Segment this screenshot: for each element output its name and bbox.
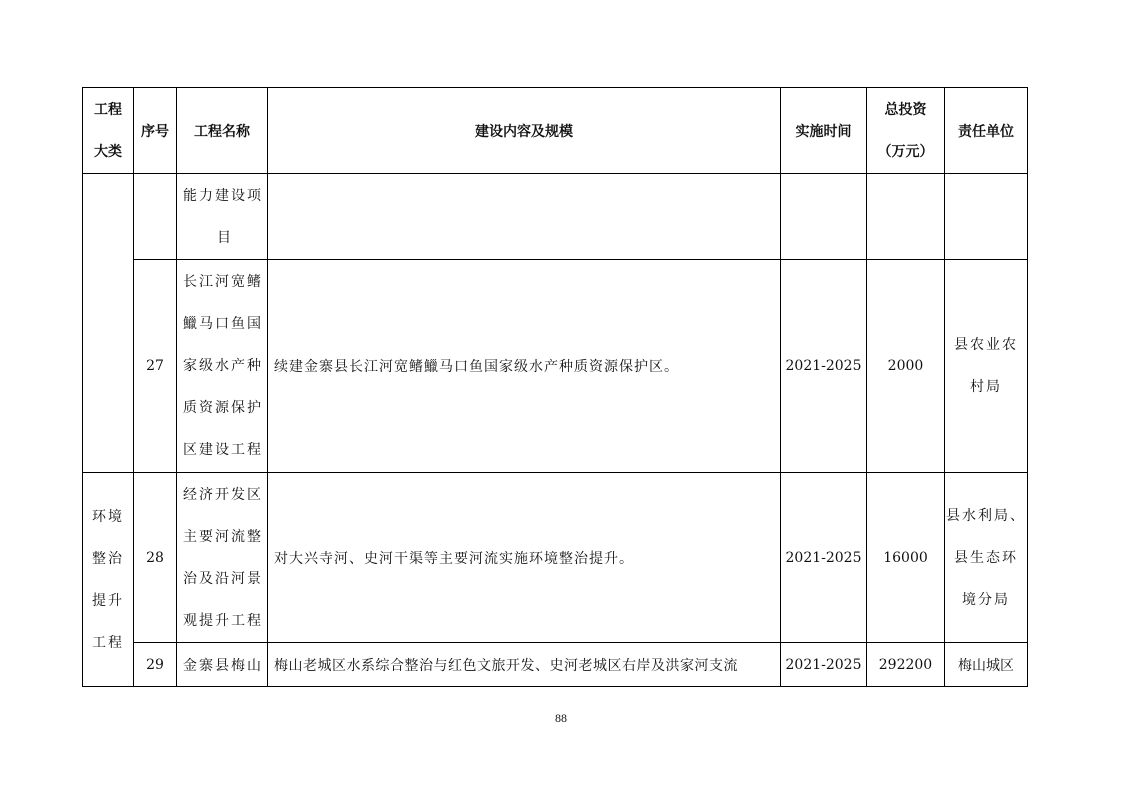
period-cell [781, 174, 867, 260]
header-investment [867, 88, 945, 174]
project-table [82, 87, 1028, 687]
name-cell [177, 473, 268, 643]
unit-line: 县农业农 [954, 337, 1018, 353]
category-line: 提升 [92, 592, 124, 609]
header-content: 建设内容及规模 [268, 88, 781, 174]
content-cell: 梅山老城区水系综合整治与红色文旅开发、史河老城区右岸及洪家河支流 [268, 643, 781, 687]
name-line: 家级水产种 [183, 358, 263, 374]
name-line: 质资源保护 [183, 400, 263, 416]
investment-cell: 292200 [867, 643, 945, 687]
name-line: 区建设工程 [183, 442, 263, 458]
category-cell-empty [83, 174, 134, 473]
period-cell: 2021-2025 [781, 473, 867, 643]
seq-cell: 27 [134, 260, 177, 473]
unit-cell [945, 260, 1028, 473]
unit-line: 县生态环 [954, 549, 1018, 566]
category-cell [83, 473, 134, 687]
unit-cell [945, 174, 1028, 260]
name-line: 经济开发区 [183, 486, 263, 503]
header-category [83, 88, 134, 174]
page-number: 88 [555, 711, 567, 725]
category-line: 环境 [92, 508, 124, 525]
content-cell: 续建金寨县长江河宽鳍鱲马口鱼国家级水产种质资源保护区。 [268, 260, 781, 473]
name-line: 观提升工程 [183, 612, 263, 629]
header-category-line2: 大类 [94, 143, 122, 160]
unit-cell [945, 473, 1028, 643]
name-line: 治及沿河景 [183, 570, 263, 587]
table-row [83, 643, 1028, 687]
seq-cell: 29 [134, 643, 177, 687]
table-row [83, 473, 1028, 643]
name-line: 长江河宽鳍 [183, 274, 263, 290]
investment-cell: 16000 [867, 473, 945, 643]
name-line: 鱲马口鱼国 [183, 316, 263, 332]
header-name: 工程名称 [177, 88, 268, 174]
header-unit: 责任单位 [945, 88, 1028, 174]
investment-cell [867, 174, 945, 260]
unit-line: 县水利局、 [946, 507, 1026, 524]
name-line: 主要河流整 [183, 528, 263, 545]
unit-line: 境分局 [962, 591, 1010, 608]
seq-cell: 28 [134, 473, 177, 643]
header-category-line1: 工程 [94, 101, 122, 118]
category-line: 工程 [92, 634, 124, 651]
unit-cell: 梅山城区 [945, 643, 1028, 687]
table-row [83, 260, 1028, 473]
period-cell: 2021-2025 [781, 643, 867, 687]
category-line: 整治 [92, 550, 124, 567]
header-seq: 序号 [134, 88, 177, 174]
seq-cell [134, 174, 177, 260]
header-period: 实施时间 [781, 88, 867, 174]
name-line: 目 [217, 229, 233, 246]
name-line: 能力建设项 [183, 187, 263, 204]
investment-cell: 2000 [867, 260, 945, 473]
table-row [83, 174, 1028, 260]
unit-line: 村局 [970, 379, 1002, 395]
content-cell [268, 174, 781, 260]
period-cell: 2021-2025 [781, 260, 867, 473]
name-cell: 金寨县梅山 [177, 643, 268, 687]
header-investment-line1: 总投资 [884, 101, 927, 118]
content-cell: 对大兴寺河、史河干渠等主要河流实施环境整治提升。 [268, 473, 781, 643]
name-cell [177, 174, 268, 260]
header-investment-line2: （万元） [877, 143, 934, 160]
name-cell [177, 260, 268, 473]
header-row [83, 88, 1028, 174]
